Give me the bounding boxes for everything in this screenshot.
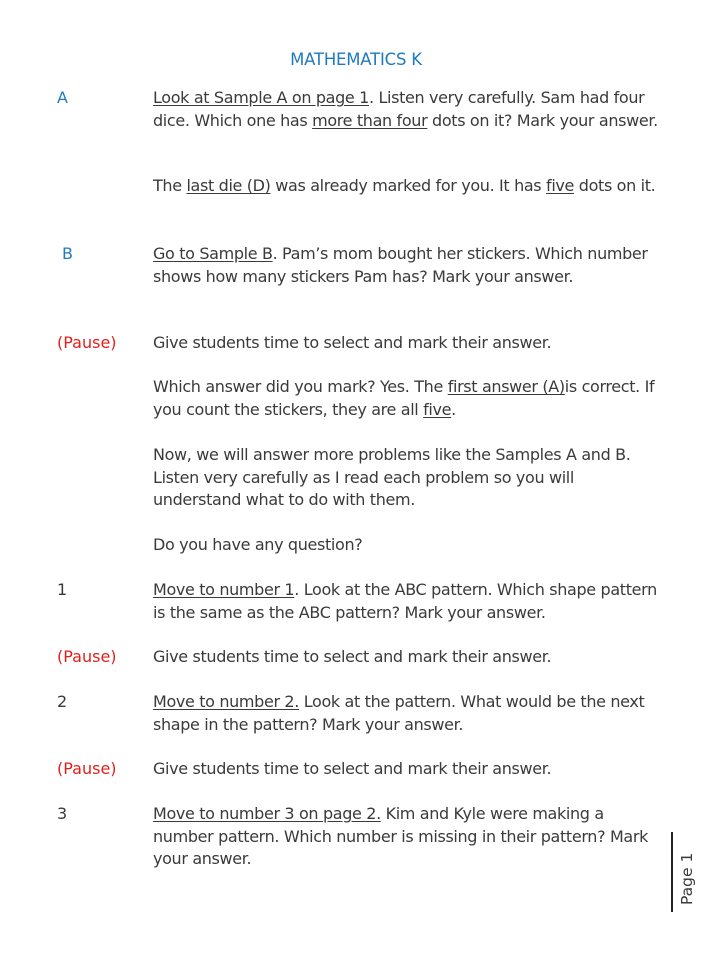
underlined-phrase: Move to number 2. (153, 692, 299, 711)
entry-b-paragraph-1: Go to Sample B. Pam’s mom bought her stickers. Which number shows how many stickers Pam has? Mark your answer. (153, 244, 648, 286)
item-1-instruction: Move to number 1. Look at the ABC pattern. Which shape pattern is the same as the ABC pattern? Mark your answer. (153, 580, 657, 622)
answer-explanation: Which answer did you mark? Yes. The first answer (A)is correct. If you count the stickers, they are all five. (153, 377, 655, 419)
item-number-2: 2 (57, 692, 68, 711)
underlined-phrase: five (546, 176, 575, 195)
transition-paragraph: Now, we will answer more problems like the Samples A and B. Listen very carefully as I read each problem so you will understand what to do with them. (153, 445, 631, 509)
pause-label: (Pause) (57, 333, 117, 352)
entry-label-a: A (57, 88, 68, 107)
underlined-phrase: first answer (A) (447, 377, 565, 396)
underlined-phrase: five (423, 399, 452, 419)
item-3-instruction: Move to number 3 on page 2. Kim and Kyle were making a number pattern. Which number is missing in their pattern? Mark your answer. (153, 804, 649, 868)
document-title: MATHEMATICS K (290, 50, 422, 69)
pause-instruction: Give students time to select and mark their answer. (153, 333, 552, 352)
item-number-1: 1 (57, 580, 68, 599)
pause-label: (Pause) (57, 647, 117, 666)
question-prompt: Do you have any question? (153, 535, 363, 554)
pause-instruction: Give students time to select and mark their answer. (153, 647, 552, 666)
pause-label: (Pause) (57, 759, 117, 778)
underlined-phrase: Go to Sample B (153, 244, 273, 263)
underlined-phrase: Move to number 1 (153, 580, 295, 599)
page-number: Page 1 (678, 852, 696, 905)
item-number-3: 3 (57, 804, 68, 823)
entry-a-paragraph-2: The last die (D) was already marked for you. It has five dots on it. (153, 176, 656, 195)
entry-a-paragraph-1: Look at Sample A on page 1. Listen very carefully. Sam had four dice. Which one has more than four dots on it? Mark your answer. (153, 88, 658, 130)
page-divider-line (671, 832, 673, 912)
entry-label-b: B (62, 244, 73, 263)
pause-instruction: Give students time to select and mark their answer. (153, 759, 552, 778)
underlined-phrase: Move to number 3 on page 2. (153, 804, 381, 823)
item-2-instruction: Move to number 2. Look at the pattern. What would be the next shape in the pattern? Mark your answer. (153, 692, 645, 734)
underlined-phrase: last die (D) (186, 176, 271, 195)
underlined-phrase: more than four (312, 110, 428, 130)
underlined-phrase: Look at Sample A on page 1 (153, 88, 369, 107)
